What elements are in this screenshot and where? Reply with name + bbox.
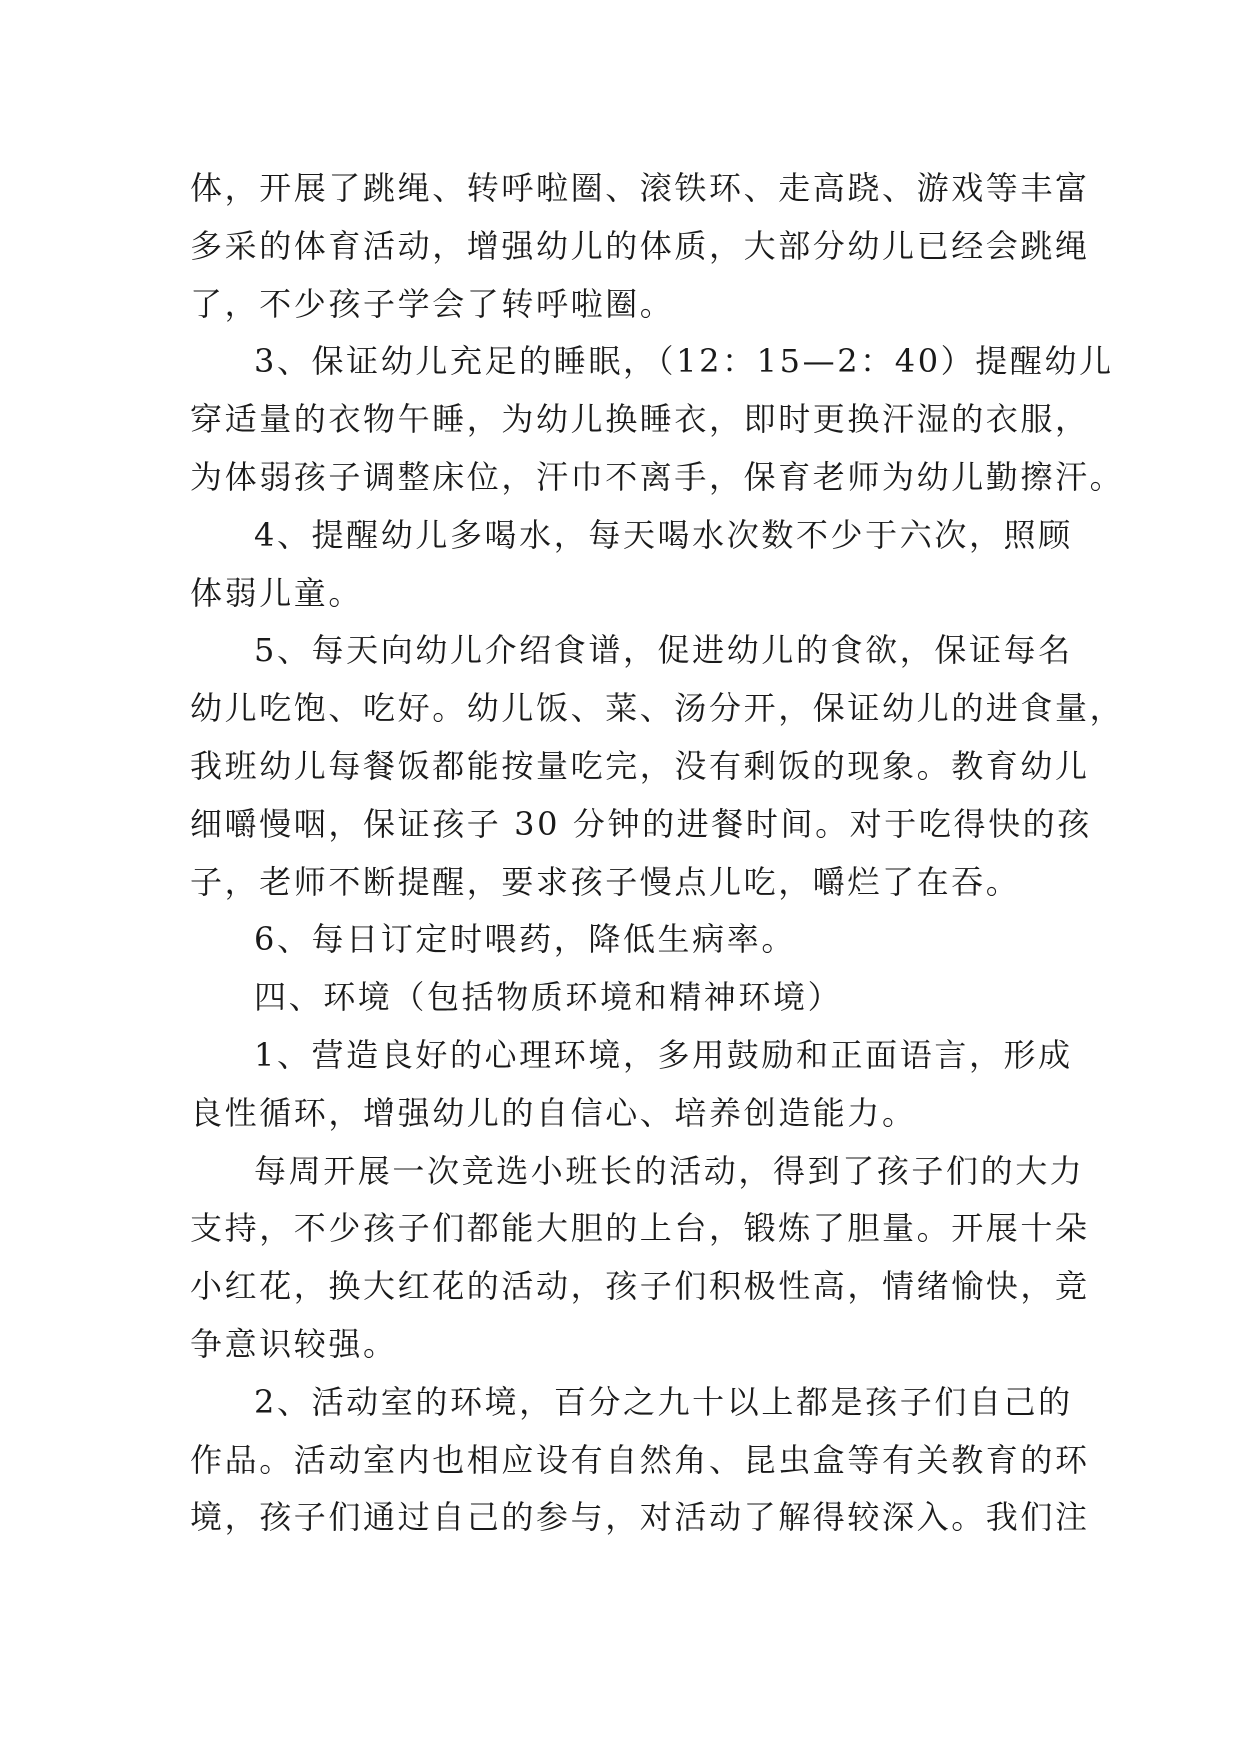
text-line: 良性循环，增强幼儿的自信心、培养创造能力。 [190,1093,917,1132]
text-line: 小红花，换大红花的活动，孩子们积极性高，情绪愉快，竞 [190,1267,1090,1306]
document-page [190,160,1125,1547]
text-line: 细嚼慢咽，保证孩子 30 分钟的进餐时间。对于吃得快的孩 [190,804,1092,843]
text-line: 4、提醒幼儿多喝水，每天喝水次数不少于六次，照顾 [254,515,1073,554]
text-line: 1、营造良好的心理环境，多用鼓励和正面语言，形成 [254,1035,1073,1074]
text-line: 幼儿吃饱、吃好。幼儿饭、菜、汤分开，保证幼儿的进食量， [190,689,1125,728]
text-line: 作品。活动室内也相应设有自然角、昆虫盒等有关教育的环 [190,1440,1090,1479]
text-line: 5、每天向幼儿介绍食谱，促进幼儿的食欲，保证每名 [254,631,1073,670]
text-line: 穿适量的衣物午睡，为幼儿换睡衣，即时更换汗湿的衣服， [190,400,1090,439]
text-line: 为体弱孩子调整床位，汗巾不离手，保育老师为幼儿勤擦汗。 [190,457,1125,496]
text-line: 每周开展一次竞选小班长的活动，得到了孩子们的大力 [254,1151,1085,1190]
section-heading: 四、环境（包括物质环境和精神环境） [254,978,843,1017]
text-line: 多采的体育活动，增强幼儿的体质，大部分幼儿已经会跳绳 [190,226,1090,265]
text-line: 体，开展了跳绳、转呼啦圈、滚铁环、走高跷、游戏等丰富 [190,169,1090,207]
text-line: 争意识较强。 [190,1324,398,1363]
text-line: 了，不少孩子学会了转呼啦圈。 [190,284,675,323]
text-line: 2、活动室的环境，百分之九十以上都是孩子们自己的 [254,1382,1073,1421]
text-line: 6、每日订定时喂药，降低生病率。 [254,920,796,959]
text-line: 我班幼儿每餐饭都能按量吃完，没有剩饭的现象。教育幼儿 [190,746,1090,785]
text-line: 子，老师不断提醒，要求孩子慢点儿吃，嚼烂了在吞。 [190,862,1021,901]
text-line: 体弱儿童。 [190,573,364,612]
text-line: 境，孩子们通过自己的参与，对活动了解得较深入。我们注 [190,1498,1090,1537]
text-line: 3、保证幼儿充足的睡眠，（12：15—2：40）提醒幼儿 [254,342,1114,381]
text-line: 支持，不少孩子们都能大胆的上台，锻炼了胆量。开展十朵 [190,1209,1090,1248]
